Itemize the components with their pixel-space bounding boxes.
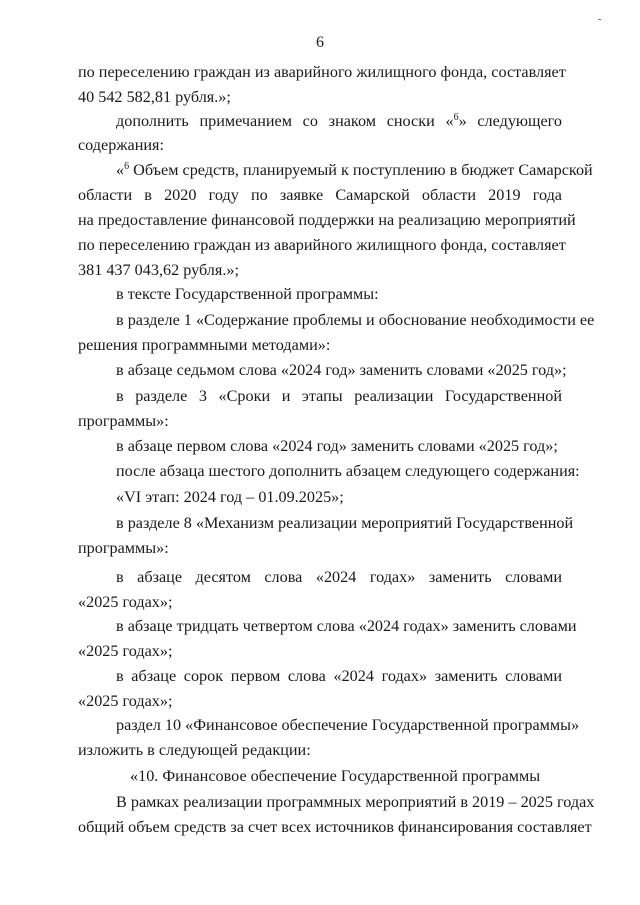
text-line: программы»:	[78, 412, 169, 430]
text-line: в разделе 1 «Содержание проблемы и обоснование необходимости ее	[116, 311, 595, 329]
text-line: дополнить примечанием со знаком сноски «$^6$» следующего	[116, 112, 563, 130]
text-line: по переселению граждан из аварийного жилищного фонда, составляет	[78, 63, 566, 81]
text-line: решения программными методами»:	[78, 336, 331, 354]
text-line: общий объем средств за счет всех источников финансирования составляет	[78, 818, 592, 836]
text-line: раздел 10 «Финансовое обеспечение Государственной программы»	[116, 716, 580, 734]
text-line: В рамках реализации программных мероприятий в 2019 – 2025 годах	[116, 793, 595, 811]
text-line: в тексте Государственной программы:	[116, 285, 379, 303]
text-line: программы»:	[78, 539, 169, 557]
text-line: «2025 годах»;	[78, 692, 173, 710]
text-line: «2025 годах»;	[78, 642, 173, 660]
text-line: «$^6$ Объем средств, планируемый к поступлению в бюджет Самарской	[116, 161, 593, 179]
text-line: в абзаце десятом слова «2024 годах» заменить словами	[116, 568, 562, 586]
text-line: по переселению граждан из аварийного жилищного фонда, составляет	[78, 236, 566, 254]
text-line: в абзаце первом слова «2024 год» заменить словами «2025 год»;	[116, 437, 558, 455]
scan-mark: -	[598, 14, 602, 25]
text-line: «VI этап: 2024 год – 01.09.2025»;	[116, 488, 344, 506]
page-number: 6	[316, 34, 324, 51]
text-line: «10. Финансовое обеспечение Государственной программы	[130, 767, 541, 785]
footnote-marker: 6	[453, 112, 459, 123]
text-line: в разделе 8 «Механизм реализации мероприятий Государственной	[116, 514, 574, 532]
text-line: после абзаца шестого дополнить абзацем следующего содержания:	[116, 462, 580, 480]
text-line: «2025 годах»;	[78, 593, 173, 611]
text-line: в абзаце сорок первом слова «2024 годах» заменить словами	[116, 667, 562, 685]
text-line: области в 2020 году по заявке Самарской области 2019 года	[78, 186, 562, 204]
text-line: в абзаце тридцать четвертом слова «2024 годах» заменить словами	[116, 617, 577, 635]
text-line: изложить в следующей редакции:	[78, 741, 311, 759]
text-line: 40 542 582,81 рубля.»;	[78, 88, 231, 106]
text-line: содержания:	[78, 136, 164, 154]
text-line: в абзаце седьмом слова «2024 год» заменить словами «2025 год»;	[116, 361, 567, 379]
text-line: в разделе 3 «Сроки и этапы реализации Государственной	[116, 387, 562, 405]
text-line: 381 437 043,62 рубля.»;	[78, 261, 239, 279]
text-line: на предоставление финансовой поддержки на реализацию мероприятий	[78, 211, 576, 229]
footnote-marker: 6	[124, 161, 130, 172]
